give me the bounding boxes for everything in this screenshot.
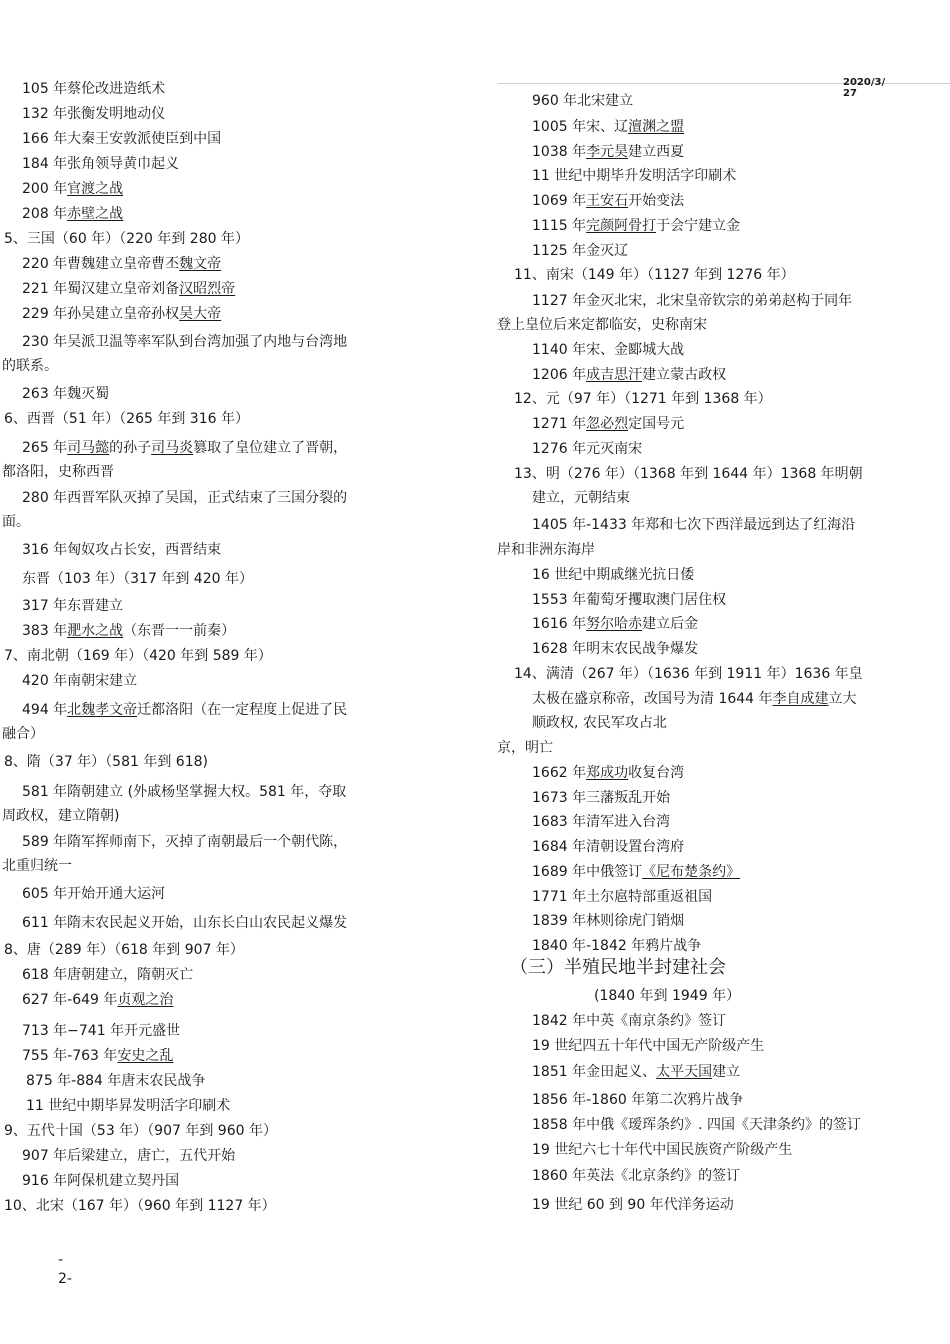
- line-text: 11 世纪中期毕升发明活字印刷术: [532, 168, 737, 184]
- line-text: 265 年: [22, 440, 68, 456]
- text-line: [22, 152, 179, 176]
- underlined-term: 淝水之战: [67, 623, 124, 639]
- text-line: [22, 1169, 179, 1193]
- line-text: 221 年蜀汉建立皇帝刘备: [22, 281, 180, 297]
- line-text: 1038 年: [532, 144, 587, 160]
- line-text: 迁都洛阳（在一定程度上促进了民: [137, 702, 348, 718]
- text-line: [532, 563, 694, 587]
- line-text: 875 年-884 年唐末农民战争: [26, 1073, 206, 1089]
- line-text: 19 世纪 60 到 90 年代洋务运动: [532, 1197, 734, 1213]
- line-text: 东晋（103 年）（317 年到 420 年）: [22, 571, 253, 587]
- line-text: 6、西晋（51 年）（265 年到 316 年）: [4, 411, 249, 427]
- line-text: 面。: [2, 514, 30, 530]
- text-line: [4, 227, 249, 251]
- line-text: 1662 年: [532, 765, 587, 781]
- line-text: 的联系。: [2, 358, 58, 374]
- line-text: 1858 年中俄《瑷珲条约》. 四国《天津条约》的签订: [532, 1117, 861, 1133]
- line-text: 1840 年-1842 年鸦片战争: [532, 938, 702, 954]
- text-line: [532, 239, 628, 263]
- line-text: 1271 年: [532, 416, 587, 432]
- line-text: 166 年大秦王安敦派使臣到中国: [22, 131, 222, 147]
- text-line: [532, 89, 633, 113]
- line-text: 篡取了皇位建立了晋朝，: [193, 440, 348, 456]
- line-text: 1005 年宋、辽: [532, 119, 629, 135]
- underlined-term: 司马懿: [67, 440, 110, 456]
- text-line: [532, 909, 684, 933]
- footer-dash: -: [58, 1252, 64, 1268]
- line-text: 1127 年金灭北宋，北宋皇帝钦宗的弟弟赵构于同年: [532, 293, 853, 309]
- line-text: 581 年隋朝建立 (外戚杨坚掌握大权。581 年，夺取: [22, 784, 347, 800]
- line-text: 1689 年中俄签订: [532, 864, 643, 880]
- underlined-term: 李元昊: [586, 144, 629, 160]
- text-line: [532, 486, 630, 510]
- line-text: 494 年: [22, 702, 68, 718]
- text-line: [22, 830, 347, 854]
- text-line: [532, 1009, 726, 1033]
- text-line: [510, 956, 726, 980]
- line-text: 定国号元: [628, 416, 685, 432]
- line-text: 1683 年清军进入台湾: [532, 814, 671, 830]
- text-line: [22, 882, 165, 906]
- underlined-term: 吴大帝: [179, 306, 222, 322]
- text-line: [532, 761, 684, 785]
- line-text: 1673 年三藩叛乱开始: [532, 790, 671, 806]
- line-text: 19 世纪六七十年代中国民族资产阶级产生: [532, 1142, 793, 1158]
- line-text: 建立: [712, 1064, 741, 1080]
- text-line: [532, 189, 684, 213]
- line-text: 登上皇位后来定都临安，史称南宋: [497, 317, 707, 333]
- line-text: 220 年曹魏建立皇帝曹丕: [22, 256, 180, 272]
- line-text: 融合）: [2, 726, 44, 742]
- text-line: [514, 263, 795, 287]
- text-line: [532, 1193, 734, 1217]
- line-text: 立大: [828, 691, 857, 707]
- text-line: [22, 780, 346, 804]
- text-line: [532, 412, 684, 436]
- line-text: 7、南北朝（169 年）（420 年到 589 年）: [4, 648, 272, 664]
- line-text: （三）半殖民地半封建社会: [510, 957, 726, 978]
- text-line: [2, 460, 114, 484]
- line-text: 1405 年-1433 年郑和七次下西洋最远到达了红海沿: [532, 517, 856, 533]
- line-text: 京，明亡: [497, 740, 553, 756]
- text-line: [22, 619, 235, 643]
- text-line: [532, 1034, 764, 1058]
- underlined-term: 安史之乱: [117, 1048, 174, 1064]
- text-line: [532, 140, 684, 164]
- underlined-term: 李自成建: [772, 691, 829, 707]
- line-text: 317 年东晋建立: [22, 598, 124, 614]
- line-text: 907 年后梁建立，唐亡，五代开始: [22, 1148, 236, 1164]
- text-line: [497, 538, 595, 562]
- line-text: 开始变法: [628, 193, 685, 209]
- text-line: [4, 644, 272, 668]
- text-line: [22, 382, 109, 406]
- text-line: [532, 934, 701, 958]
- line-text: 建立蒙古政权: [642, 367, 727, 383]
- underlined-term: 努尔哈赤: [586, 616, 643, 632]
- text-line: [514, 387, 772, 411]
- line-text: 周政权，建立隋朝): [2, 808, 120, 824]
- text-line: [532, 1088, 743, 1112]
- line-text: 收复台湾: [628, 765, 685, 781]
- text-line: [532, 338, 684, 362]
- text-line: [532, 885, 712, 909]
- line-text: 8、唐（289 年）（618 年到 907 年）: [4, 942, 244, 958]
- text-line: [22, 252, 221, 276]
- underlined-term: 郑成功: [586, 765, 629, 781]
- text-line: [26, 1069, 205, 1093]
- underlined-term: 司马炎: [151, 440, 194, 456]
- line-text: 1206 年: [532, 367, 587, 383]
- text-line: [4, 750, 208, 774]
- text-line: [532, 164, 736, 188]
- text-line: [594, 984, 740, 1008]
- underlined-term: 《尼布楚条约》: [642, 864, 741, 880]
- line-text: 916 年阿保机建立契丹国: [22, 1173, 180, 1189]
- text-line: [497, 736, 553, 760]
- underlined-term: 太平天国: [656, 1064, 713, 1080]
- line-text: (1840 年到 1949 年）: [594, 988, 741, 1004]
- underlined-term: 官渡之战: [67, 181, 124, 197]
- line-text: 420 年南朝宋建立: [22, 673, 138, 689]
- line-text: 12、元（97 年）（1271 年到 1368 年）: [514, 391, 772, 407]
- line-text: 的孙子: [109, 440, 152, 456]
- text-line: [22, 988, 173, 1012]
- line-text: 627 年-649 年: [22, 992, 118, 1008]
- text-line: [532, 612, 698, 636]
- line-text: 1842 年中英《南京条约》签订: [532, 1013, 727, 1029]
- header-date: 2020/3/27: [843, 77, 886, 99]
- text-line: [4, 1119, 277, 1143]
- text-line: [532, 1138, 792, 1162]
- text-line: [22, 698, 347, 722]
- line-text: 8、隋（37 年）（581 年到 618): [4, 754, 208, 770]
- text-line: [532, 437, 642, 461]
- line-text: 1125 年金灭辽: [532, 243, 629, 259]
- line-text: 1860 年英法《北京条约》的签订: [532, 1168, 741, 1184]
- line-text: 建立后金: [642, 616, 699, 632]
- line-text: 1851 年金田起义、: [532, 1064, 657, 1080]
- line-text: 14、满清（267 年）（1636 年到 1911 年）1636 年皇: [514, 666, 863, 682]
- text-line: [532, 513, 855, 537]
- line-text: 618 年唐朝建立，隋朝灭亡: [22, 967, 194, 983]
- text-line: [4, 1194, 276, 1218]
- underlined-term: 北魏孝文帝: [67, 702, 138, 718]
- text-line: [4, 938, 244, 962]
- line-text: 太极在盛京称帝，改国号为清 1644 年: [532, 691, 773, 707]
- text-line: [532, 1164, 740, 1188]
- text-line: [22, 538, 221, 562]
- line-text: 263 年魏灭蜀: [22, 386, 110, 402]
- underlined-term: 完颜阿骨打: [586, 218, 657, 234]
- text-line: [532, 637, 698, 661]
- line-text: 1553 年葡萄牙攫取澳门居住权: [532, 592, 727, 608]
- text-line: [22, 127, 221, 151]
- text-line: [22, 1019, 180, 1043]
- line-text: 5、三国（60 年）（220 年到 280 年）: [4, 231, 249, 247]
- line-text: 605 年开始开通大运河: [22, 886, 166, 902]
- text-line: [532, 835, 684, 859]
- text-line: [532, 115, 684, 139]
- text-line: [22, 669, 137, 693]
- line-text: 1276 年元灭南宋: [532, 441, 643, 457]
- line-text: 于会宁建立金: [656, 218, 741, 234]
- text-line: [22, 302, 221, 326]
- underlined-term: 澶渊之盟: [628, 119, 685, 135]
- text-line: [532, 1060, 740, 1084]
- line-text: 1856 年-1860 年第二次鸦片战争: [532, 1092, 744, 1108]
- line-text: 1771 年土尔扈特部重返祖国: [532, 889, 713, 905]
- line-text: 230 年吴派卫温等率军队到台湾加强了内地与台湾地: [22, 334, 348, 350]
- text-line: [514, 462, 863, 486]
- text-line: [532, 289, 852, 313]
- line-text: 1140 年宋、金郾城大战: [532, 342, 685, 358]
- line-text: 11、南宋（149 年）（1127 年到 1276 年）: [514, 267, 795, 283]
- line-text: 11 世纪中期毕昇发明活字印刷术: [26, 1098, 231, 1114]
- line-text: 229 年孙吴建立皇帝孙权: [22, 306, 180, 322]
- line-text: 1628 年明末农民战争爆发: [532, 641, 699, 657]
- text-line: [532, 810, 670, 834]
- text-line: [532, 786, 670, 810]
- line-text: 280 年西晋军队灭掉了吴国，正式结束了三国分裂的: [22, 490, 348, 506]
- underlined-term: 贞观之治: [117, 992, 174, 1008]
- line-text: 10、北宋（167 年）（960 年到 1127 年）: [4, 1198, 276, 1214]
- line-text: 建立，元朝结束: [532, 490, 630, 506]
- line-text: 1115 年: [532, 218, 587, 234]
- underlined-term: 汉昭烈帝: [179, 281, 236, 297]
- text-line: [26, 1094, 230, 1118]
- text-line: [514, 662, 863, 686]
- line-text: 105 年蔡伦改进造纸术: [22, 81, 166, 97]
- line-text: 960 年北宋建立: [532, 93, 634, 109]
- text-line: [22, 202, 123, 226]
- line-text: 589 年隋军挥师南下，灭掉了南朝最后一个朝代陈，: [22, 834, 348, 850]
- underlined-term: 忽必烈: [586, 416, 629, 432]
- line-text: 建立西夏: [628, 144, 685, 160]
- line-text: 611 年隋末农民起义开始，山东长白山农民起义爆发: [22, 915, 348, 931]
- underlined-term: 魏文帝: [179, 256, 222, 272]
- text-line: [22, 911, 347, 935]
- line-text: 顺政权, 农民军攻占北: [532, 715, 667, 731]
- text-line: [532, 860, 740, 884]
- line-text: 755 年-763 年: [22, 1048, 118, 1064]
- underlined-term: 成吉思汗: [586, 367, 643, 383]
- line-text: 713 年−741 年开元盛世: [22, 1023, 181, 1039]
- line-text: 316 年匈奴攻占长安，西晋结束: [22, 542, 222, 558]
- line-text: 19 世纪四五十年代中国无产阶级产生: [532, 1038, 765, 1054]
- text-line: [532, 687, 857, 711]
- line-text: 1684 年清朝设置台湾府: [532, 839, 685, 855]
- text-line: [22, 1044, 173, 1068]
- line-text: 132 年张衡发明地动仪: [22, 106, 166, 122]
- text-line: [497, 313, 707, 337]
- line-text: 1616 年: [532, 616, 587, 632]
- line-text: （东晋一一前秦）: [123, 623, 236, 639]
- text-line: [532, 711, 667, 735]
- page-number: 2-: [58, 1271, 72, 1287]
- text-line: [2, 722, 44, 746]
- text-line: [22, 102, 165, 126]
- line-text: 16 世纪中期戚继光抗日倭: [532, 567, 695, 583]
- text-line: [22, 486, 347, 510]
- text-line: [532, 214, 740, 238]
- text-line: [22, 436, 347, 460]
- line-text: 9、五代十国（53 年）（907 年到 960 年）: [4, 1123, 277, 1139]
- text-line: [2, 854, 72, 878]
- text-line: [22, 330, 347, 354]
- text-line: [22, 594, 123, 618]
- text-line: [22, 177, 123, 201]
- line-text: 1069 年: [532, 193, 587, 209]
- text-line: [2, 804, 119, 828]
- text-line: [4, 407, 249, 431]
- text-line: [22, 77, 165, 101]
- line-text: 200 年: [22, 181, 68, 197]
- line-text: 北重归统一: [2, 858, 72, 874]
- text-line: [2, 354, 58, 378]
- text-line: [2, 510, 30, 534]
- text-line: [532, 1113, 861, 1137]
- line-text: 1839 年林则徐虎门销烟: [532, 913, 685, 929]
- line-text: 都洛阳，史称西晋: [2, 464, 114, 480]
- line-text: 383 年: [22, 623, 68, 639]
- text-line: [22, 567, 253, 591]
- line-text: 13、明（276 年）（1368 年到 1644 年）1368 年明朝: [514, 466, 863, 482]
- text-line: [22, 963, 193, 987]
- text-line: [532, 588, 726, 612]
- line-text: 208 年: [22, 206, 68, 222]
- underlined-term: 王安石: [586, 193, 629, 209]
- text-line: [22, 1144, 235, 1168]
- text-line: [22, 277, 235, 301]
- line-text: 184 年张角领导黄巾起义: [22, 156, 180, 172]
- line-text: 岸和非洲东海岸: [497, 542, 595, 558]
- underlined-term: 赤壁之战: [67, 206, 124, 222]
- text-line: [532, 363, 726, 387]
